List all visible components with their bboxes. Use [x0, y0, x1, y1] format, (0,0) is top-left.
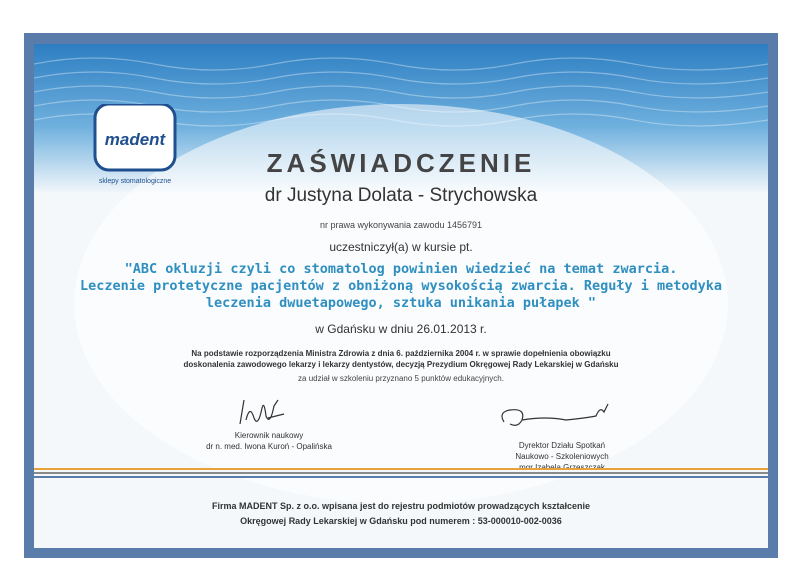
legal-basis-line: doskonalenia zawodowego lekarzy i lekarzy dentystów, decyzją Prezydium Okręgowej Rady Lekarskiej w Gdańsku: [183, 360, 619, 369]
place-and-date: w Gdańsku w dniu 26.01.2013 r.: [315, 322, 487, 336]
certificate-title: ZAŚWIADCZENIE: [266, 148, 536, 178]
logo-brand: madent: [104, 130, 166, 149]
legal-basis-line: Na podstawie rozporządzenia Ministra Zdrowia z dnia 6. października 2004 r. w sprawie dopełnienia obowiązku: [191, 349, 611, 358]
signature-role: Naukowo - Szkoleniowych: [515, 452, 609, 461]
footer-line: Okręgowej Rady Lekarskiej w Gdańsku pod numerem : 53-000010-002-0036: [240, 516, 562, 526]
license-number: nr prawa wykonywania zawodu 1456791: [319, 220, 483, 230]
footer-line: Firma MADENT Sp. z o.o. wpisana jest do rejestru podmiotów prowadzących kształcenie: [211, 501, 591, 511]
course-title: [74, 261, 728, 312]
signature-director: [496, 398, 616, 434]
signature-scientific-head: [234, 394, 294, 430]
registration-footer: [34, 499, 768, 529]
decorative-stripes: [34, 468, 768, 478]
course-title-line: leczenia dwuetapowego, sztuka unikania pułapek ": [205, 295, 597, 311]
legal-basis: [34, 348, 768, 370]
certificate-sheet: [34, 44, 768, 548]
signature-person: dr n. med. Iwona Kuroń - Opalińska: [206, 442, 332, 451]
course-title-line: Leczenie protetyczne pacjentów z obniżoną wysokością zwarcia. Reguły i metodyka: [79, 278, 723, 294]
participation-text: uczestniczył(a) w kursie pt.: [329, 240, 473, 254]
signature-block-left: [179, 430, 359, 452]
signature-role: Kierownik naukowy: [234, 431, 304, 440]
recipient-name: dr Justyna Dolata - Strychowska: [264, 185, 538, 206]
signature-role: Dyrektor Działu Spotkań: [518, 441, 606, 450]
certificate-frame: [24, 33, 778, 558]
education-points: za udział w szkoleniu przyznano 5 punktów edukacyjnych.: [298, 374, 504, 383]
logo-tagline: sklepy stomatologiczne: [98, 178, 172, 185]
course-title-line: "ABC okluzji czyli co stomatolog powinien wiedzieć na temat zwarcia.: [124, 261, 678, 277]
stripe-blue: [34, 476, 768, 478]
